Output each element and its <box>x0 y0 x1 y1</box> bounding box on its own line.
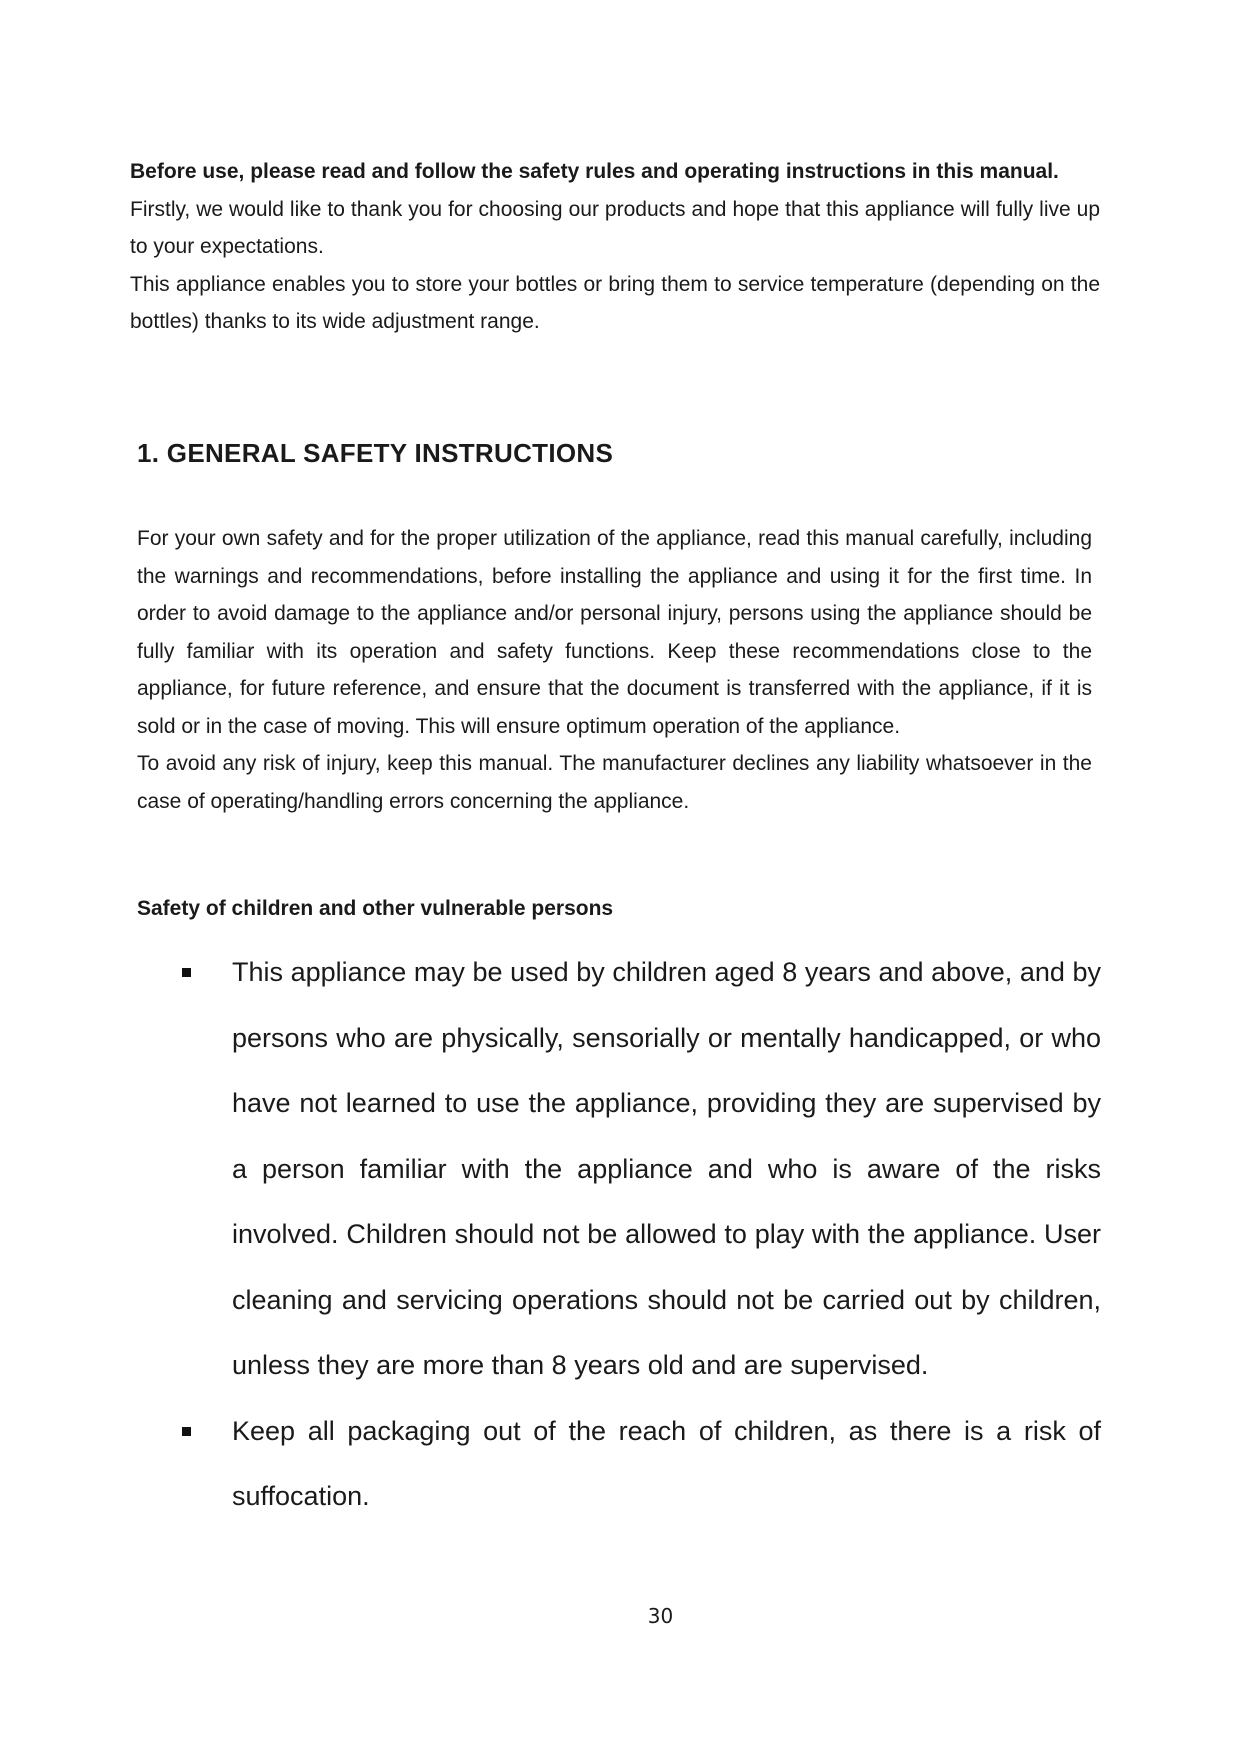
intro-block <box>130 153 1100 341</box>
children-safety-list <box>0 940 1241 1530</box>
children-safety-heading: Safety of children and other vulnerable persons <box>137 897 614 920</box>
general-safety-body <box>137 520 1092 820</box>
intro-purpose-paragraph: This appliance enables you to store your bottles or bring them to service temperature (depending on the bottles) thanks to its wide adjustment range. <box>130 272 1100 333</box>
list-item <box>0 1399 1101 1530</box>
general-safety-paragraph-1: For your own safety and for the proper utilization of the appliance, read this manual carefully, including the warnings and recommendations, before installing the appliance and using it for the first time. In order to avoid damage to the appliance and/or personal injury, persons using the appliance should be fully familiar with its operation and safety functions. Keep these recommendations close to the appliance, for future reference, and ensure that the document is transferred with the appliance, if it is sold or in the case of moving. This will ensure optimum operation of the appliance. <box>137 527 1092 738</box>
square-bullet-icon <box>182 940 191 1006</box>
list-item <box>0 940 1101 1399</box>
list-item-text: This appliance may be used by children aged 8 years and above, and by persons who are physically, sensorially or mentally handicapped, or who have not learned to use the appliance, providing they are supervised by a person familiar with the appliance and who is aware of the risks involved. Children should not be allowed to play with the appliance. User cleaning and servicing operations should not be carried out by children, unless they are more than 8 years old and are supervised. <box>232 957 1101 1380</box>
square-bullet-icon <box>182 1399 191 1465</box>
section-title: 1. GENERAL SAFETY INSTRUCTIONS <box>137 438 614 468</box>
general-safety-paragraph-2: To avoid any risk of injury, keep this manual. The manufacturer declines any liability whatsoever in the case of operating/handling errors concerning the appliance. <box>137 752 1092 813</box>
page-number: 30 <box>647 1604 674 1628</box>
list-item-text: Keep all packaging out of the reach of children, as there is a risk of suffocation. <box>232 1415 1101 1511</box>
intro-lead-warning: Before use, please read and follow the safety rules and operating instructions in this manual. <box>130 160 1059 183</box>
intro-thanks-paragraph: Firstly, we would like to thank you for choosing our products and hope that this appliance will fully live up to your expectations. <box>130 197 1100 258</box>
